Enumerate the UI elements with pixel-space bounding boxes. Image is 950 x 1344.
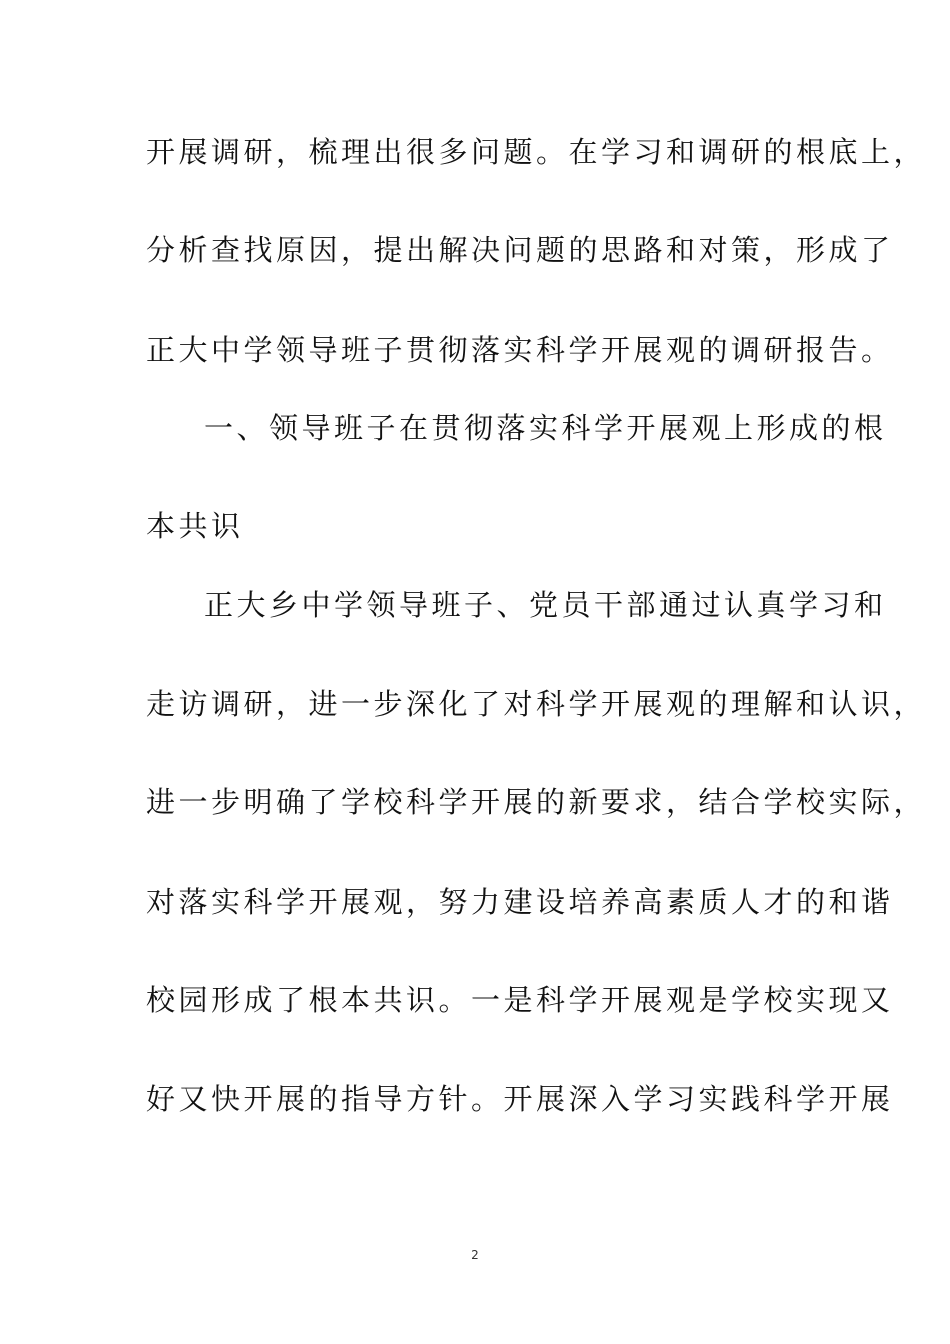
paragraph-line-5: 走访调研，进一步深化了对科学开展观的理解和认识， (146, 687, 927, 721)
paragraph-line-9: 好又快开展的指导方针。开展深入学习实践科学开展 (146, 1082, 894, 1116)
paragraph-line-4: 正大乡中学领导班子、党员干部通过认真学习和 (204, 588, 887, 622)
paragraph-line-6: 进一步明确了学校科学开展的新要求，结合学校实际， (146, 785, 927, 819)
section-heading-line-2: 本共识 (146, 509, 244, 543)
paragraph-line-7: 对落实科学开展观，努力建设培养高素质人才的和谐 (146, 885, 894, 919)
paragraph-line-2: 分析查找原因，提出解决问题的思路和对策，形成了 (146, 233, 894, 267)
paragraph-line-3: 正大中学领导班子贯彻落实科学开展观的调研报告。 (146, 333, 894, 367)
paragraph-line-8: 校园形成了根本共识。一是科学开展观是学校实现又 (146, 983, 894, 1017)
section-heading-line-1: 一、领导班子在贯彻落实科学开展观上形成的根 (204, 411, 887, 445)
page-number: 2 (471, 1248, 479, 1262)
paragraph-line-1: 开展调研，梳理出很多问题。在学习和调研的根底上， (146, 135, 927, 169)
